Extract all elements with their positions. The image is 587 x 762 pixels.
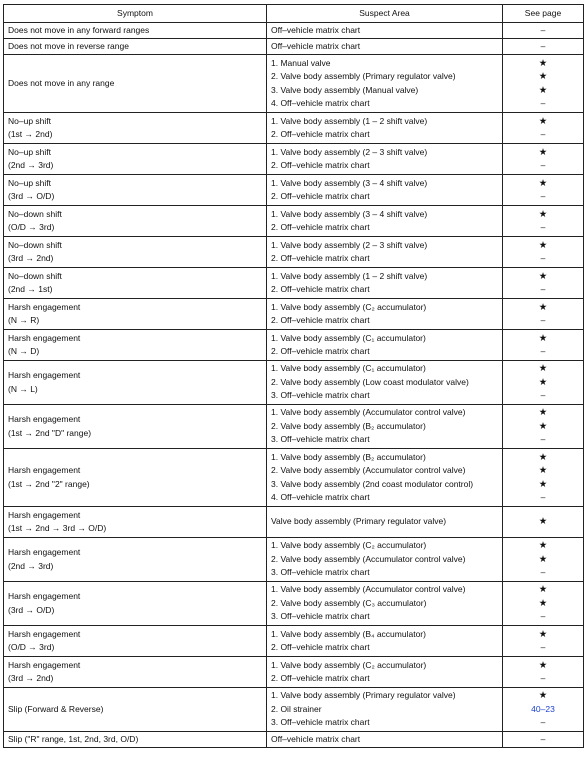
- cell-line: Harsh engagement: [8, 332, 81, 343]
- cell-line: (1st → 2nd): [8, 129, 53, 139]
- see-page-cell: [503, 237, 584, 268]
- suspect-area-cell: [267, 268, 503, 299]
- symptom-cell: [4, 55, 267, 113]
- star-marker: ★: [538, 540, 548, 552]
- star-marker: ★: [538, 363, 548, 375]
- dash-marker: –: [540, 315, 546, 325]
- symptom-cell: [4, 538, 267, 582]
- suspect-area-cell: [267, 144, 503, 175]
- star-marker: ★: [538, 57, 548, 69]
- cell-line: Does not move in any forward ranges: [8, 24, 150, 35]
- dash-marker: –: [540, 40, 546, 51]
- suspect-area-cell: [267, 582, 503, 626]
- star-marker: ★: [538, 146, 548, 158]
- cell-line: (1st → 2nd "D" range): [8, 427, 92, 438]
- dash-marker: –: [540, 673, 546, 683]
- table-row: [4, 582, 584, 626]
- cell-line: No–up shift: [8, 177, 51, 188]
- table-row: [4, 330, 584, 361]
- table-row: [4, 23, 584, 39]
- symptom-cell: [4, 175, 267, 206]
- symptom-cell: [4, 330, 267, 361]
- star-marker: ★: [538, 71, 548, 83]
- cell-line: Off–vehicle matrix chart: [271, 733, 361, 744]
- dash-marker: –: [540, 733, 546, 744]
- dash-marker: –: [540, 97, 546, 108]
- cell-line: 1. Valve body assembly (Accumulator control valve): [271, 584, 466, 595]
- symptom-cell: [4, 582, 267, 626]
- star-marker: ★: [538, 332, 548, 344]
- cell-line: Harsh engagement: [8, 509, 81, 520]
- table-header-row: [4, 5, 584, 23]
- symptom-cell: [4, 144, 267, 175]
- dash-marker: –: [540, 24, 546, 35]
- cell-line: (2nd → 1st): [8, 284, 53, 294]
- see-page-cell: [503, 361, 584, 405]
- cell-line: No–down shift: [8, 208, 62, 219]
- dash-marker: –: [540, 191, 546, 201]
- suspect-area-cell: [267, 206, 503, 237]
- dash-marker: –: [540, 222, 546, 232]
- dash-marker: –: [540, 642, 546, 652]
- cell-line: 3. Off–vehicle matrix chart: [271, 434, 370, 445]
- cell-line: Off–vehicle matrix chart: [271, 24, 361, 35]
- cell-line: (O/D → 3rd): [8, 222, 55, 232]
- symptom-cell: [4, 688, 267, 732]
- cell-line: Harsh engagement: [8, 659, 81, 670]
- table-row: [4, 657, 584, 688]
- dash-marker: –: [540, 390, 546, 401]
- table-body: [4, 23, 584, 748]
- see-page-cell: [503, 39, 584, 55]
- cell-line: 4. Off–vehicle matrix chart: [271, 491, 370, 502]
- cell-line: Does not move in reverse range: [8, 40, 129, 51]
- cell-line: 2. Valve body assembly (Low coast modulator valve): [271, 376, 469, 387]
- table-row: [4, 538, 584, 582]
- cell-line: No–up shift: [8, 115, 51, 126]
- see-page-cell: [503, 732, 584, 748]
- cell-line: (N → R): [8, 315, 40, 325]
- symptom-cell: [4, 113, 267, 144]
- cell-line: 2. Off–vehicle matrix chart: [271, 346, 370, 356]
- suspect-area-cell: [267, 175, 503, 206]
- cell-line: 3. Off–vehicle matrix chart: [271, 611, 370, 622]
- cell-line: 2. Off–vehicle matrix chart: [271, 222, 370, 232]
- cell-line: (2nd → 3rd): [8, 560, 54, 571]
- suspect-area-cell: [267, 688, 503, 732]
- table-row: [4, 732, 584, 748]
- star-marker: ★: [538, 301, 548, 313]
- symptom-cell: [4, 657, 267, 688]
- suspect-area-cell: [267, 361, 503, 405]
- header-see-page: See page: [503, 5, 584, 23]
- see-page-cell: [503, 538, 584, 582]
- cell-line: (1st → 2nd "2" range): [8, 478, 90, 489]
- symptom-cell: [4, 361, 267, 405]
- star-marker: ★: [538, 407, 548, 419]
- cell-line: 3. Off–vehicle matrix chart: [271, 390, 370, 401]
- cell-line: (3rd → 2nd): [8, 673, 54, 683]
- cell-line: Harsh engagement: [8, 465, 81, 476]
- dash-marker: –: [540, 160, 546, 170]
- table-row: [4, 206, 584, 237]
- dash-marker: –: [540, 284, 546, 294]
- suspect-area-cell: [267, 237, 503, 268]
- star-marker: ★: [538, 465, 548, 477]
- cell-line: (N → D): [8, 346, 40, 356]
- cell-line: 1. Valve body assembly (C₁ accumulator): [271, 363, 426, 374]
- cell-line: 3. Off–vehicle matrix chart: [271, 717, 370, 728]
- cell-line: Slip (Forward & Reverse): [8, 703, 104, 714]
- cell-line: 1. Valve body assembly (3 – 4 shift valve): [271, 208, 428, 219]
- dash-marker: –: [540, 717, 546, 728]
- suspect-area-cell: [267, 732, 503, 748]
- suspect-area-cell: [267, 113, 503, 144]
- cell-line: 2. Valve body assembly (B₂ accumulator): [271, 420, 426, 431]
- cell-line: 1. Valve body assembly (B₂ accumulator): [271, 451, 426, 462]
- cell-line: 3. Off–vehicle matrix chart: [271, 567, 370, 578]
- cell-line: 1. Valve body assembly (C₂ accumulator): [271, 301, 427, 312]
- table-row: [4, 361, 584, 405]
- table-row: [4, 144, 584, 175]
- table-row: [4, 449, 584, 507]
- star-marker: ★: [538, 659, 548, 671]
- symptom-cell: [4, 299, 267, 330]
- cell-line: 1. Valve body assembly (2 – 3 shift valve): [271, 146, 428, 157]
- cell-line: 1. Valve body assembly (1 – 2 shift valve): [271, 115, 428, 126]
- suspect-area-cell: [267, 449, 503, 507]
- cell-line: (N → L): [8, 383, 38, 394]
- table-row: [4, 268, 584, 299]
- star-marker: ★: [538, 115, 548, 127]
- cell-line: 1. Valve body assembly (C₁ accumulator): [271, 332, 426, 343]
- cell-line: 2. Off–vehicle matrix chart: [271, 253, 370, 263]
- cell-line: 2. Off–vehicle matrix chart: [271, 284, 370, 294]
- cell-line: 2. Oil strainer: [271, 703, 322, 714]
- cell-line: Valve body assembly (Primary regulator valve): [271, 516, 447, 527]
- cell-line: 1. Valve body assembly (3 – 4 shift valve): [271, 177, 428, 188]
- cell-line: 1. Valve body assembly (C₂ accumulator): [271, 540, 427, 551]
- table-row: [4, 55, 584, 113]
- table-row: [4, 626, 584, 657]
- star-marker: ★: [538, 270, 548, 282]
- cell-line: Harsh engagement: [8, 547, 81, 558]
- star-marker: ★: [538, 177, 548, 189]
- cell-line: 1. Manual valve: [271, 57, 331, 68]
- see-page-cell: [503, 582, 584, 626]
- cell-line: Harsh engagement: [8, 301, 81, 312]
- symptom-cell: [4, 405, 267, 449]
- see-page-cell: [503, 175, 584, 206]
- suspect-area-cell: [267, 55, 503, 113]
- cell-line: 2. Valve body assembly (C₃ accumulator): [271, 597, 427, 608]
- symptom-cell: [4, 237, 267, 268]
- suspect-area-cell: [267, 657, 503, 688]
- table-row: [4, 507, 584, 538]
- header-symptom: Symptom: [4, 5, 267, 23]
- symptom-cell: [4, 507, 267, 538]
- see-page-cell: [503, 268, 584, 299]
- star-marker: ★: [538, 451, 548, 463]
- table-row: [4, 175, 584, 206]
- symptom-cell: [4, 206, 267, 237]
- star-marker: ★: [538, 420, 548, 432]
- cell-line: (3rd → O/D): [8, 191, 55, 201]
- cell-line: No–down shift: [8, 270, 62, 281]
- star-marker: ★: [538, 84, 548, 96]
- table-row: [4, 113, 584, 144]
- cell-line: 1. Valve body assembly (C₂ accumulator): [271, 659, 427, 670]
- suspect-area-cell: [267, 626, 503, 657]
- see-page-cell: [503, 113, 584, 144]
- suspect-area-cell: [267, 39, 503, 55]
- cell-line: 1. Valve body assembly (Primary regulator valve): [271, 690, 456, 701]
- see-page-cell: [503, 206, 584, 237]
- cell-line: No–down shift: [8, 239, 62, 250]
- symptom-cell: [4, 268, 267, 299]
- suspect-area-cell: [267, 23, 503, 39]
- see-page-cell: [503, 449, 584, 507]
- cell-line: 2. Valve body assembly (Accumulator control valve): [271, 465, 466, 476]
- cell-line: 2. Off–vehicle matrix chart: [271, 642, 370, 652]
- table-row: [4, 237, 584, 268]
- table-row: [4, 299, 584, 330]
- page-link[interactable]: 40–23: [531, 703, 555, 714]
- star-marker: ★: [538, 597, 548, 609]
- star-marker: ★: [538, 376, 548, 388]
- symptom-cell: [4, 39, 267, 55]
- cell-line: 2. Valve body assembly (Primary regulator valve): [271, 71, 456, 82]
- cell-line: Off–vehicle matrix chart: [271, 40, 361, 51]
- table-row: [4, 405, 584, 449]
- see-page-cell: [503, 144, 584, 175]
- dash-marker: –: [540, 253, 546, 263]
- cell-line: (1st → 2nd → 3rd → O/D): [8, 523, 107, 533]
- cell-line: Harsh engagement: [8, 414, 81, 425]
- star-marker: ★: [538, 628, 548, 640]
- cell-line: 2. Off–vehicle matrix chart: [271, 315, 370, 325]
- cell-line: 1. Valve body assembly (2 – 3 shift valve): [271, 239, 428, 250]
- diagnosis-table: [3, 4, 584, 748]
- see-page-cell: [503, 688, 584, 732]
- see-page-cell: [503, 299, 584, 330]
- dash-marker: –: [540, 567, 546, 578]
- cell-line: No–up shift: [8, 146, 51, 157]
- cell-line: 3. Valve body assembly (Manual valve): [271, 84, 419, 95]
- header-suspect-area: Suspect Area: [267, 5, 503, 23]
- see-page-cell: [503, 23, 584, 39]
- cell-line: 2. Off–vehicle matrix chart: [271, 160, 370, 170]
- dash-marker: –: [540, 346, 546, 356]
- suspect-area-cell: [267, 507, 503, 538]
- dash-marker: –: [540, 434, 546, 445]
- symptom-cell: [4, 626, 267, 657]
- suspect-area-cell: [267, 299, 503, 330]
- star-marker: ★: [538, 239, 548, 251]
- cell-line: (O/D → 3rd): [8, 642, 55, 652]
- suspect-area-cell: [267, 538, 503, 582]
- cell-line: Harsh engagement: [8, 628, 81, 639]
- table-row: [4, 688, 584, 732]
- suspect-area-cell: [267, 405, 503, 449]
- cell-line: 2. Off–vehicle matrix chart: [271, 191, 370, 201]
- cell-line: (3rd → O/D): [8, 604, 55, 615]
- dash-marker: –: [540, 611, 546, 622]
- cell-line: Harsh engagement: [8, 591, 81, 602]
- see-page-cell: [503, 330, 584, 361]
- star-marker: ★: [538, 478, 548, 490]
- star-marker: ★: [538, 553, 548, 565]
- cell-line: 3. Valve body assembly (2nd coast modulator control): [271, 478, 474, 489]
- cell-line: 1. Valve body assembly (Accumulator control valve): [271, 407, 466, 418]
- cell-line: 2. Off–vehicle matrix chart: [271, 129, 370, 139]
- dash-marker: –: [540, 491, 546, 502]
- symptom-cell: [4, 449, 267, 507]
- dash-marker: –: [540, 129, 546, 139]
- cell-line: 4. Off–vehicle matrix chart: [271, 97, 370, 108]
- cell-line: Harsh engagement: [8, 370, 81, 381]
- see-page-cell: [503, 657, 584, 688]
- see-page-cell: [503, 55, 584, 113]
- cell-line: (2nd → 3rd): [8, 160, 54, 170]
- cell-line: 1. Valve body assembly (1 – 2 shift valve): [271, 270, 428, 281]
- star-marker: ★: [538, 584, 548, 596]
- star-marker: ★: [538, 516, 548, 528]
- cell-line: 2. Off–vehicle matrix chart: [271, 673, 370, 683]
- cell-line: (3rd → 2nd): [8, 253, 54, 263]
- star-marker: ★: [538, 208, 548, 220]
- see-page-cell: [503, 626, 584, 657]
- symptom-cell: [4, 23, 267, 39]
- suspect-area-cell: [267, 330, 503, 361]
- see-page-cell: [503, 405, 584, 449]
- symptom-cell: [4, 732, 267, 748]
- star-marker: ★: [538, 690, 548, 702]
- cell-line: 2. Valve body assembly (Accumulator control valve): [271, 553, 466, 564]
- see-page-cell: [503, 507, 584, 538]
- cell-line: Does not move in any range: [8, 77, 115, 88]
- cell-line: Slip ("R" range, 1st, 2nd, 3rd, O/D): [8, 733, 139, 744]
- table-row: [4, 39, 584, 55]
- cell-line: 1. Valve body assembly (B₄ accumulator): [271, 628, 426, 639]
